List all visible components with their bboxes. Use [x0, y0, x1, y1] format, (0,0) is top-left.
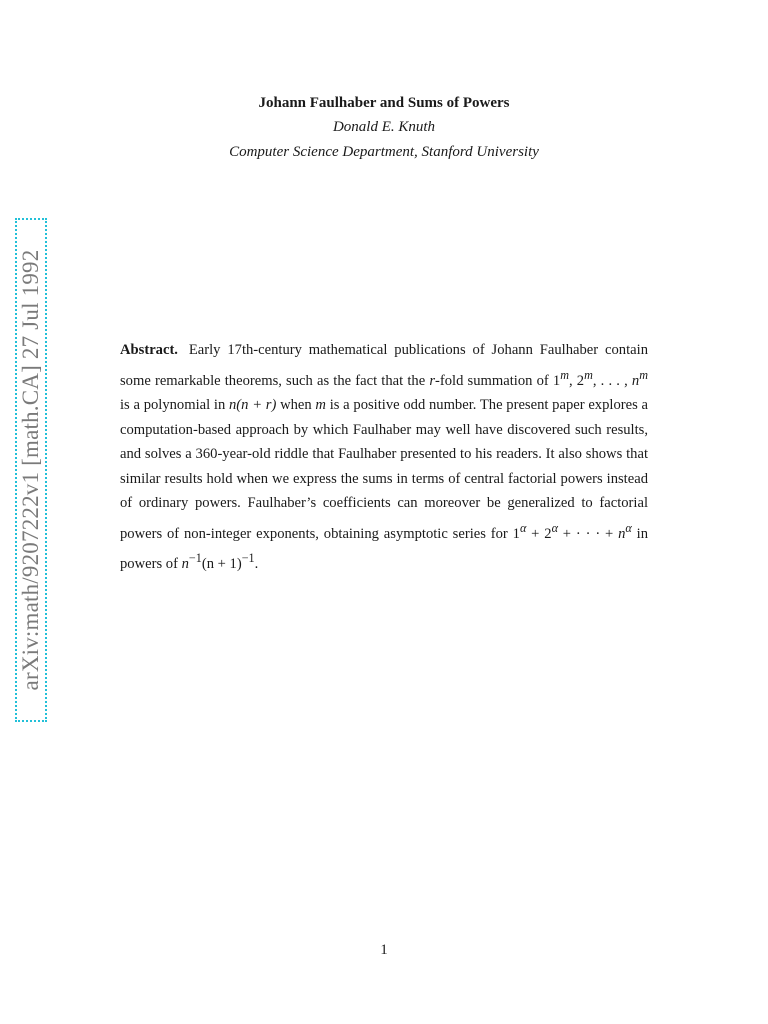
arxiv-identifier: arXiv:math/9207222v1 [math.CA] 27 Jul 1992: [18, 249, 43, 691]
abstract-text: .: [254, 556, 259, 573]
abstract-math-superscript: m: [584, 367, 593, 382]
abstract-text: -fold summation of: [435, 372, 553, 389]
abstract: [120, 338, 648, 577]
abstract-math: + · · · +: [557, 525, 619, 542]
title-block: [0, 93, 768, 165]
abstract-math: r: [429, 372, 436, 389]
abstract-math: m: [315, 397, 326, 414]
abstract-math-superscript: −1: [188, 551, 202, 566]
abstract-math: n(n + r): [229, 397, 277, 414]
abstract-math: n: [181, 556, 189, 573]
abstract-math: , 2: [568, 372, 585, 389]
abstract-math: , . . . ,: [592, 372, 632, 389]
abstract-math-superscript: α: [625, 521, 632, 536]
abstract-text: is a polynomial in: [120, 397, 229, 414]
abstract-heading: Abstract.: [120, 342, 178, 358]
paper-author: Donald E. Knuth: [332, 119, 436, 135]
abstract-math: (n + 1): [201, 556, 242, 573]
abstract-text: is a positive odd number. The present paper explores a computation-based approach by which Faulhaber may well have discovered such results, and solves a 360-year-old riddle that Faulhaber presented to his readers. It also shows that similar results hold when we express the sums in terms of central factorial powers instead of ordinary powers. Faulhaber’s coefficients can moreover be generalized to factorial powers of non-integer exponents, obtaining asymptotic series for 1: [120, 397, 648, 542]
abstract-math: + 2: [526, 525, 552, 542]
abstract-math: n: [618, 525, 626, 542]
abstract-math-superscript: −1: [241, 551, 255, 566]
abstract-math: 1: [552, 372, 561, 389]
paper-title: Johann Faulhaber and Sums of Powers: [258, 95, 510, 111]
abstract-math-superscript: m: [639, 367, 648, 382]
abstract-math: n: [631, 372, 640, 389]
abstract-text: when: [276, 397, 316, 414]
abstract-math-superscript: α: [551, 521, 558, 536]
abstract-text: Early 17th-century mathematical publications of Johann Faulhaber contain some remarkable theorems, such as the fact that the: [120, 342, 648, 389]
abstract-math-superscript: m: [560, 367, 569, 382]
page-number: 1: [380, 942, 388, 958]
paper-affiliation: Computer Science Department, Stanford University: [229, 144, 539, 160]
arxiv-stamp: [15, 218, 47, 722]
abstract-math-superscript: α: [519, 521, 527, 536]
abstract-text: in powers of: [120, 525, 649, 573]
